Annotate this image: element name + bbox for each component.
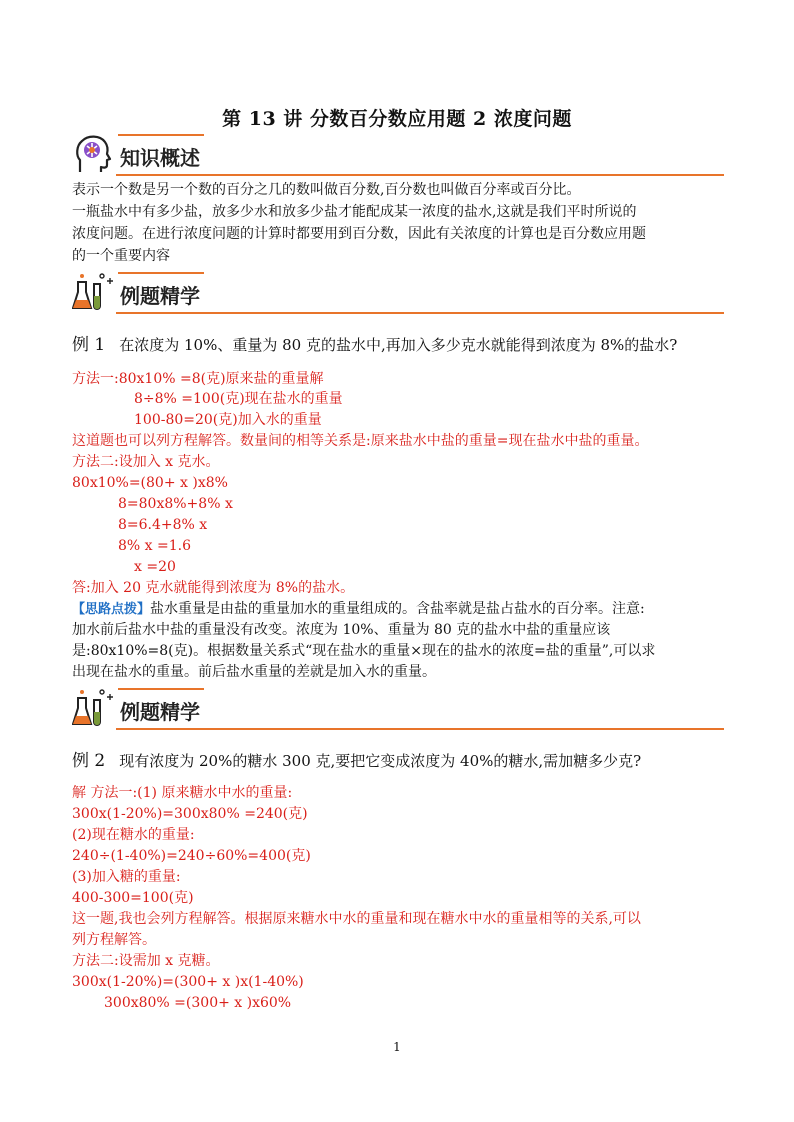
section-header-examples xyxy=(72,688,724,732)
intro-line: 浓度问题。在进行浓度问题的计算时都要用到百分数，因此有关浓度的计算也是百分数应用题 xyxy=(72,226,646,242)
page-number: 1 xyxy=(393,1040,401,1054)
equation-line: 8% x =1.6 xyxy=(118,538,192,554)
hint-line: 加水前后盐水中盐的重量没有改变。浓度为 10%、重量为 80 克的盐水中盐的重量应该 xyxy=(72,622,611,638)
example-number: 例 1 xyxy=(72,335,106,355)
question-text: 现有浓度为 20%的糖水 300 克,要把它变成浓度为 40%的糖水,需加糖多少克? xyxy=(119,752,642,770)
solution-line: 列方程解答。 xyxy=(72,932,156,948)
hint-tag: 【思路点拨】 xyxy=(72,602,151,617)
equation-line: 300x80% =(300+ x )x60% xyxy=(104,995,292,1011)
equation-line: 80x10%=(80+ x )x8% xyxy=(72,475,228,491)
brain-head-icon xyxy=(72,132,116,176)
solution-line: 解 方法一:(1) 原来糖水中水的重量: xyxy=(72,785,293,801)
solution-line: 这一题,我也会列方程解答。根据原来糖水中水的重量和现在糖水中水的重量相等的关系,可以 xyxy=(72,911,641,927)
header-underline xyxy=(116,174,724,176)
example-number: 例 2 xyxy=(72,751,106,771)
solution-line: 240÷(1-40%)=240÷60%=400(克) xyxy=(72,848,311,864)
header-underline xyxy=(116,728,724,730)
answer-line: 答:加入 20 克水就能得到浓度为 8%的盐水。 xyxy=(72,580,355,596)
section-title: 例题精学 xyxy=(120,700,200,724)
solution-line: 300x(1-20%)=300x80% =240(克) xyxy=(72,806,308,822)
equation-line: 8=6.4+8% x xyxy=(118,517,208,533)
section-title: 知识概述 xyxy=(120,146,200,170)
hint-line xyxy=(72,598,645,621)
header-accent-line xyxy=(118,272,204,274)
hint-text: 盐水重量是由盐的重量加水的重量组成的。含盐率就是盐占盐水的百分率。注意: xyxy=(150,601,645,617)
solution-line: 100-80=20(克)加入水的重量 xyxy=(134,412,322,428)
lab-flask-icon xyxy=(72,686,116,730)
equation-line: 300x(1-20%)=(300+ x )x(1-40%) xyxy=(72,974,304,990)
section-title: 例题精学 xyxy=(120,284,200,308)
section-header-overview xyxy=(72,134,724,178)
example-2-question xyxy=(72,750,641,772)
page-title: 第 13 讲 分数百分数应用题 2 浓度问题 xyxy=(222,108,572,130)
hint-line: 出现在盐水的重量。前后盐水重量的差就是加入水的重量。 xyxy=(72,664,436,680)
hint-line: 是:80x10%=8(克)。根据数量关系式“现在盐水的重量×现在的盐水的浓度=盐的重量”,可以求 xyxy=(72,643,656,659)
solution-line: 8÷8% =100(克)现在盐水的重量 xyxy=(134,391,343,407)
intro-line: 的一个重要内容 xyxy=(72,248,170,264)
header-accent-line xyxy=(118,134,204,136)
solution-line: 400-300=100(克) xyxy=(72,890,194,906)
section-header-examples xyxy=(72,272,724,316)
solution-line: 方法二:设加入 x 克水。 xyxy=(72,454,220,470)
solution-line: 方法一:80x10% =8(克)原来盐的重量解 xyxy=(72,371,324,387)
question-text: 在浓度为 10%、重量为 80 克的盐水中,再加入多少克水就能得到浓度为 8%的盐水? xyxy=(119,336,678,354)
solution-line: 这道题也可以列方程解答。数量间的相等关系是:原来盐水中盐的重量=现在盐水中盐的重量。 xyxy=(72,433,649,449)
example-1-question xyxy=(72,334,677,356)
intro-line: 表示一个数是另一个数的百分之几的数叫做百分数,百分数也叫做百分率或百分比。 xyxy=(72,182,581,198)
solution-line: 方法二:设需加 x 克糖。 xyxy=(72,953,220,969)
equation-line: 8=80x8%+8% x xyxy=(118,496,233,512)
equation-line: x =20 xyxy=(134,559,176,575)
solution-line: (2)现在糖水的重量: xyxy=(72,827,195,843)
intro-line: 一瓶盐水中有多少盐，放多少水和放多少盐才能配成某一浓度的盐水,这就是我们平时所说的 xyxy=(72,204,637,220)
solution-line: (3)加入糖的重量: xyxy=(72,869,181,885)
header-accent-line xyxy=(118,688,204,690)
lab-flask-icon xyxy=(72,270,116,314)
header-underline xyxy=(116,312,724,314)
